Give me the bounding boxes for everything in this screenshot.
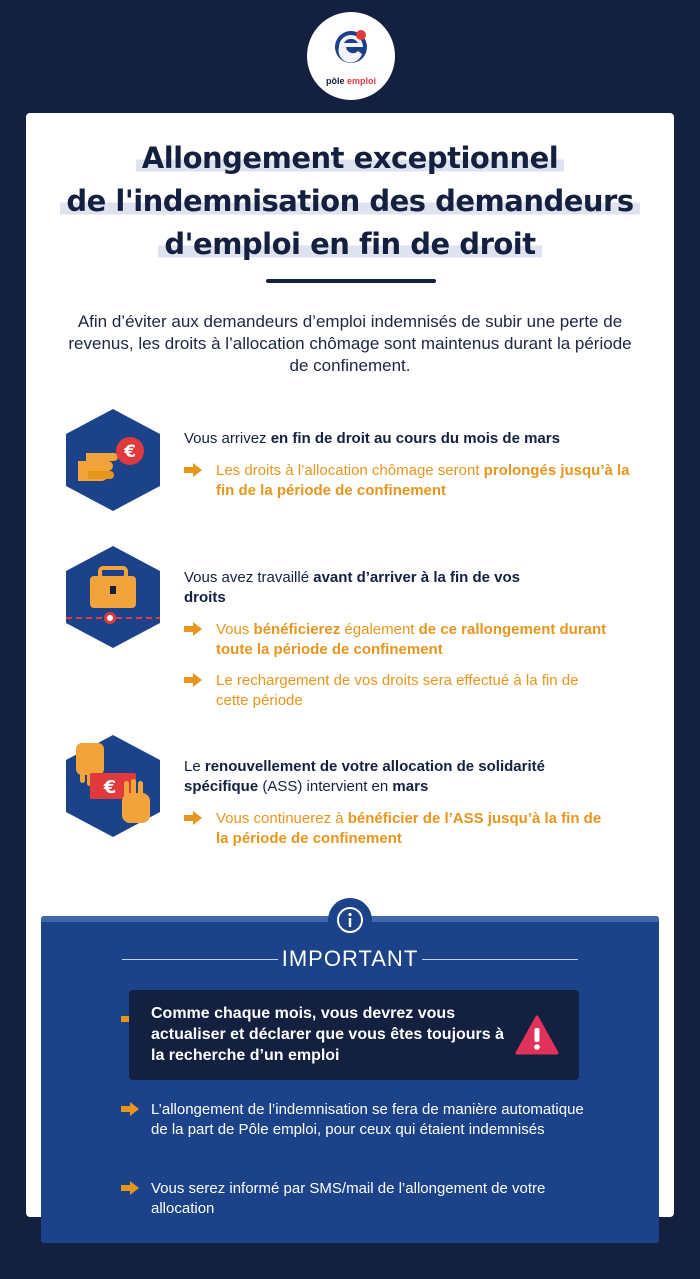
svg-text:€: € [124,442,136,462]
logo-wordmark: pôle emploi [325,76,377,86]
important-heading [41,946,659,972]
important-label: IMPORTANT [281,946,419,971]
logo-e-icon [334,28,368,66]
info-badge [328,898,372,942]
item-1-heading: Vous arrivez en fin de droit au cours du mois de mars [184,430,560,447]
arrow-right-icon [121,1102,139,1116]
item-2-bullet-1: Vous bénéficierez également de ce rallongement durant toute la période de confinement [184,620,644,660]
item-1-bullet-1: Les droits à l’allocation chômage seront prolongés jusqu’à la fin de la période de confinement [184,461,644,501]
pole-emploi-logo [307,12,395,100]
item-3-bullet-1: Vous continuerez à bénéficier de l’ASS jusqu’à la fin de la période de confinement [184,809,614,849]
item-3-body [184,757,644,849]
arrow-right-icon [184,622,202,636]
arrow-right-icon [184,673,202,687]
important-panel [41,916,659,1243]
arrow-right-icon [184,463,202,477]
arrow-right-icon [121,1181,139,1195]
page-title [26,137,674,266]
warning-icon [515,1015,559,1055]
info-icon [336,906,364,934]
item-2-bullet-2: Le rechargement de vos droits sera effectué à la fin de cette période [184,671,604,711]
item-3-heading: Le renouvellement de votre allocation de solidarité spécifique (ASS) intervient en mars [184,758,545,795]
item-2-heading: Vous avez travaillé avant d’arriver à la fin de vos droits [184,569,521,606]
hand-euro-icon [66,409,160,511]
alert-text: Comme chaque mois, vous devrez vous actualiser et déclarer que vous êtes toujours à la recherche d’un emploi [151,1005,505,1064]
arrow-right-icon [184,811,202,825]
title-line-1: Allongement exceptionnel [136,141,564,175]
heading-rule-right [422,959,578,960]
title-line-2: de l'indemnisation des demandeurs [60,184,639,218]
important-bullet-1: L’allongement de l’indemnisation se fera de manière automatique de la part de Pôle emploi, pour ceux qui étaient indemnisés [121,1100,591,1140]
title-line-3: d'emploi en fin de droit [158,227,541,261]
alert-box [129,990,579,1080]
title-divider [266,279,436,283]
important-bullet-2: Vous serez informé par SMS/mail de l’allongement de votre allocation [121,1179,591,1219]
heading-rule-left [122,959,278,960]
intro-text: Afin d’éviter aux demandeurs d’emploi indemnisés de subir une perte de revenus, les droits à l’allocation chômage sont maintenus durant la période de confinement. [68,312,632,375]
item-1-body [184,429,644,501]
briefcase-icon [66,546,160,648]
hands-banknote-icon [66,735,160,837]
svg-text:€: € [103,777,117,798]
item-2-body [184,568,644,711]
